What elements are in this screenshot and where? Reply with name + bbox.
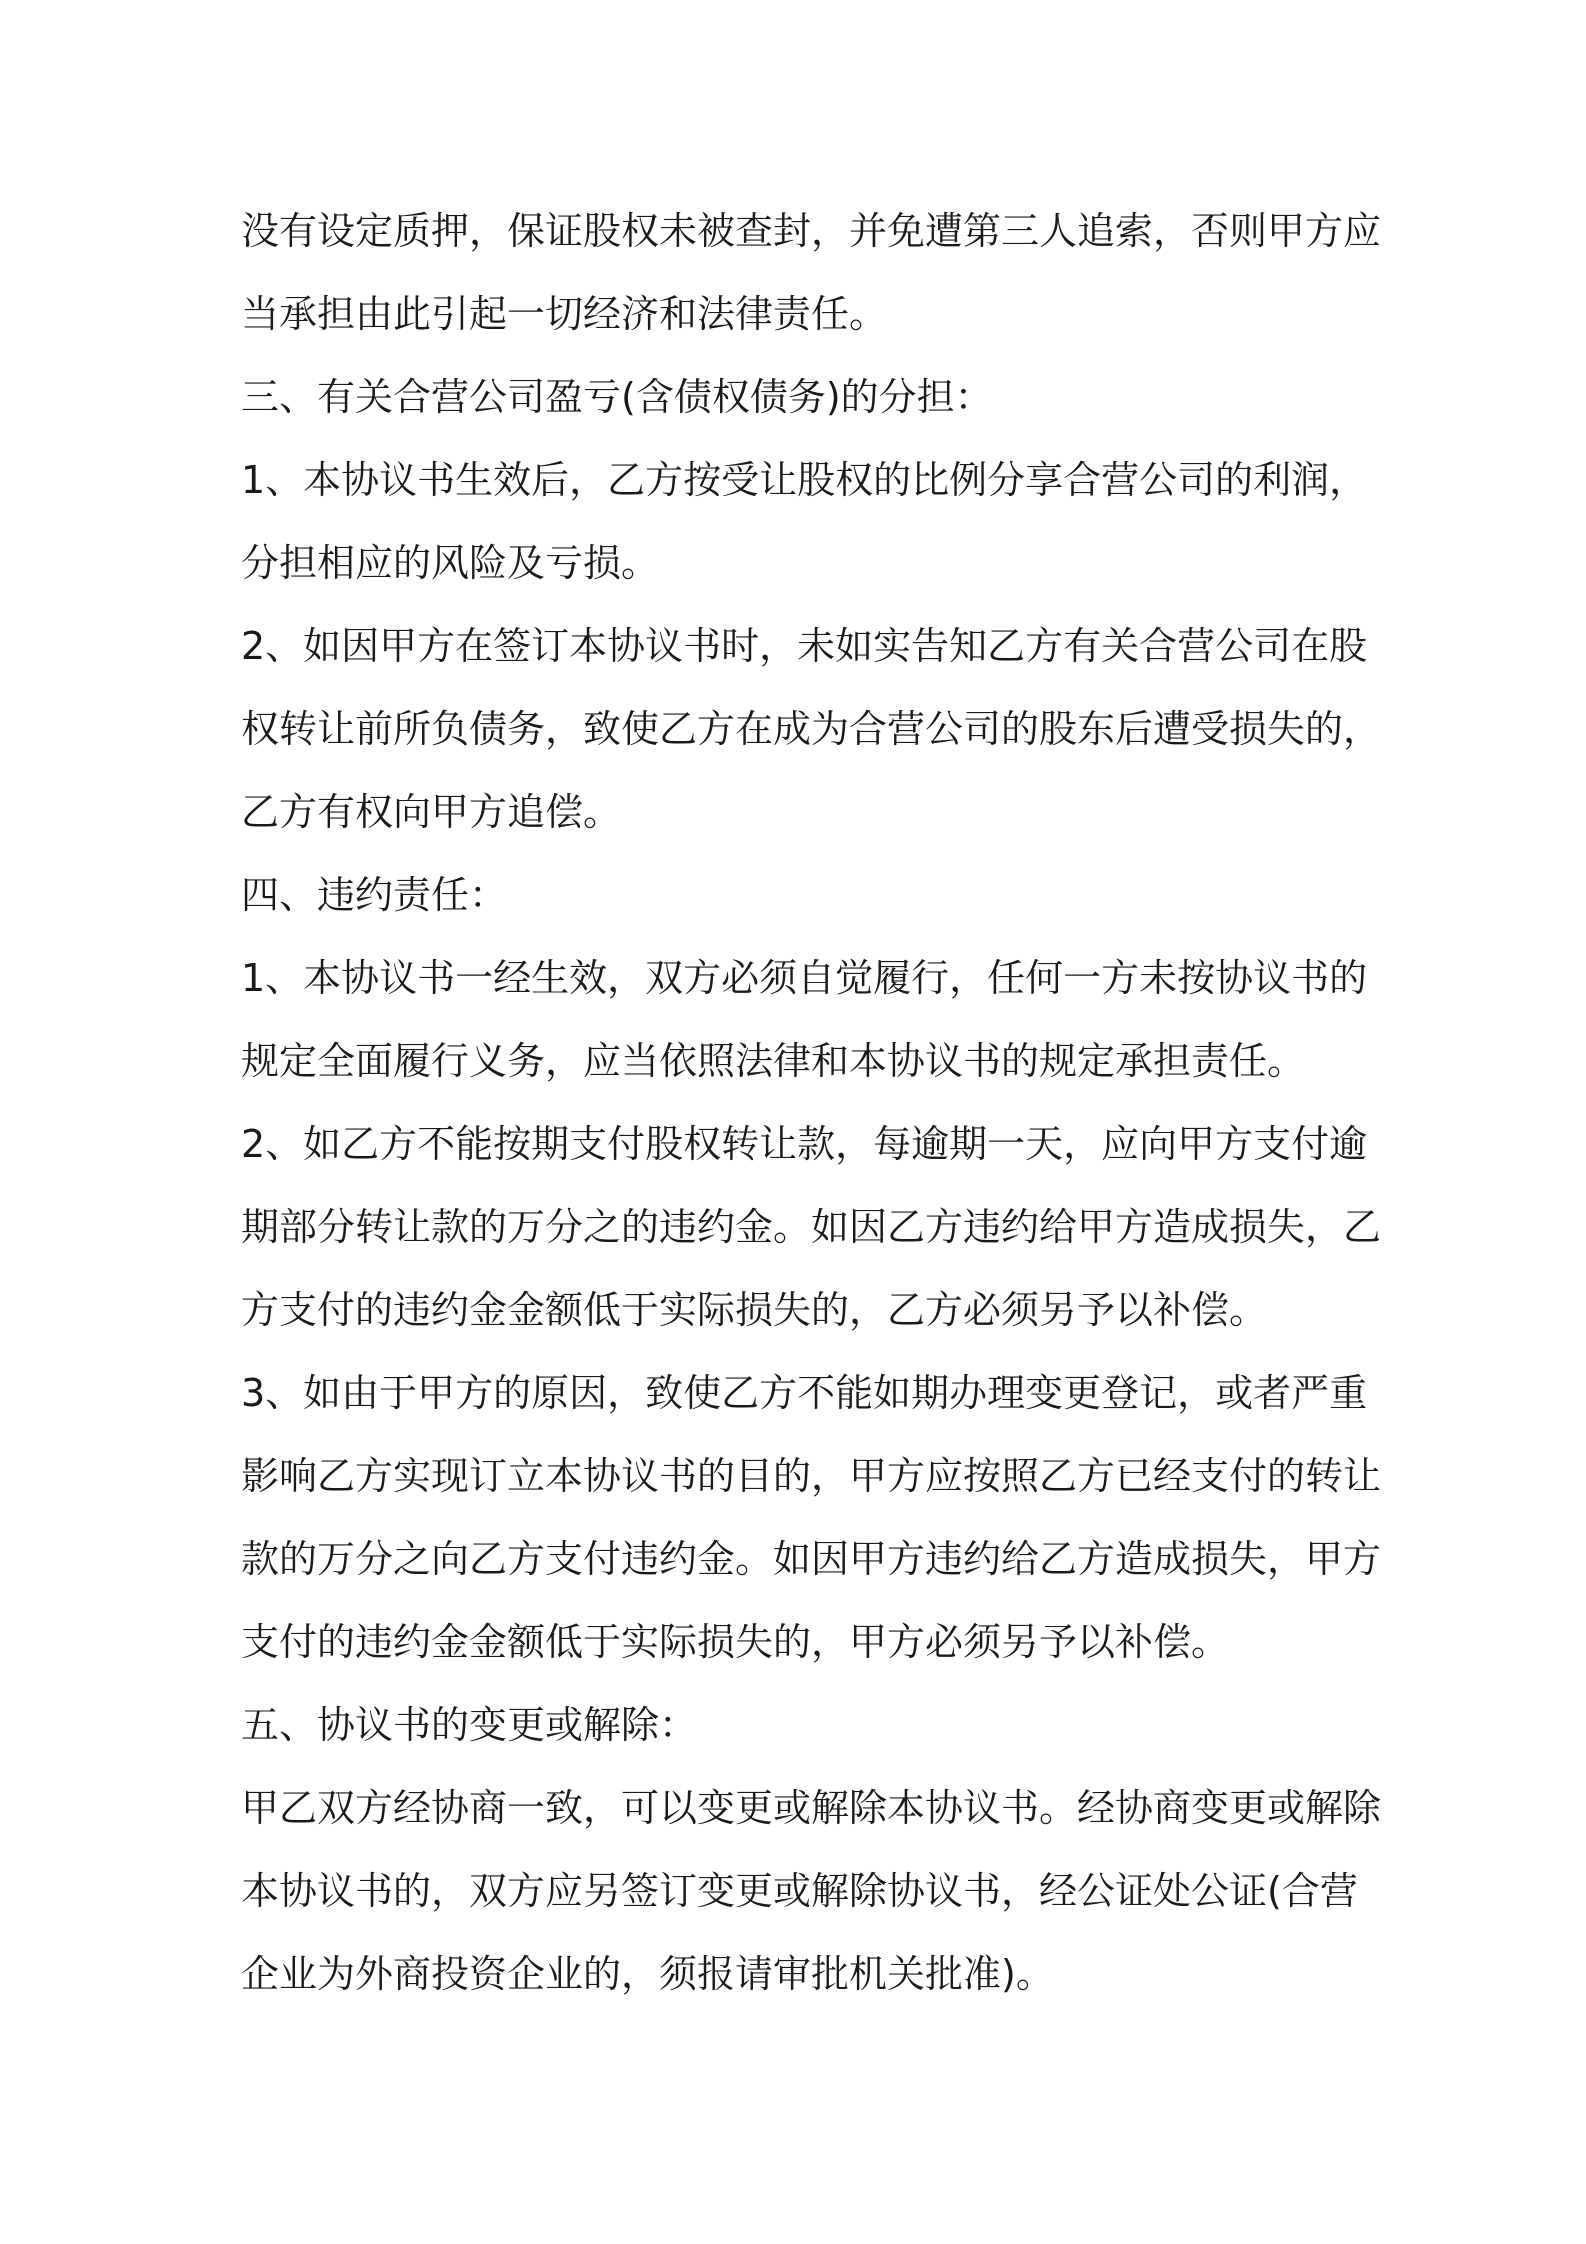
paragraph-line: 影响乙方实现订立本协议书的目的，甲方应按照乙方已经支付的转让 [241, 1454, 1382, 1498]
paragraph-line: 款的万分之向乙方支付违约金。如因甲方违约给乙方造成损失，甲方 [241, 1537, 1382, 1581]
paragraph-line: 1、本协议书生效后，乙方按受让股权的比例分享合营公司的利润， [241, 458, 1368, 502]
section-heading: 三、有关合营公司盈亏(含债权债务)的分担： [241, 375, 993, 419]
paragraph-line: 乙方有权向甲方追偿。 [241, 790, 622, 834]
paragraph-line: 甲乙双方经协商一致，可以变更或解除本协议书。经协商变更或解除 [241, 1786, 1382, 1830]
paragraph-line: 企业为外商投资企业的，须报请审批机关批准)。 [241, 1952, 1054, 1996]
document-page [241, 198, 1382, 2024]
paragraph-line: 支付的违约金金额低于实际损失的，甲方必须另予以补偿。 [241, 1620, 1230, 1664]
paragraph-line: 规定全面履行义务，应当依照法律和本协议书的规定承担责任。 [241, 1039, 1306, 1083]
paragraph-line: 2、如因甲方在签订本协议书时，未如实告知乙方有关合营公司在股 [241, 624, 1368, 668]
paragraph-line: 当承担由此引起一切经济和法律责任。 [241, 292, 888, 336]
paragraph-line: 分担相应的风险及亏损。 [241, 541, 660, 585]
paragraph-line: 权转让前所负债务，致使乙方在成为合营公司的股东后遭受损失的， [241, 707, 1382, 751]
paragraph-line: 方支付的违约金金额低于实际损失的，乙方必须另予以补偿。 [241, 1288, 1268, 1332]
paragraph-line: 没有设定质押，保证股权未被查封，并免遭第三人追索，否则甲方应 [241, 209, 1382, 253]
section-heading: 四、违约责任： [241, 873, 508, 917]
paragraph-line: 2、如乙方不能按期支付股权转让款，每逾期一天，应向甲方支付逾 [241, 1122, 1368, 1166]
paragraph-line: 1、本协议书一经生效，双方必须自觉履行，任何一方未按协议书的 [241, 956, 1368, 1000]
paragraph-line: 本协议书的，双方应另签订变更或解除协议书，经公证处公证(合营 [241, 1869, 1358, 1913]
section-heading: 五、协议书的变更或解除： [241, 1703, 698, 1747]
paragraph-line: 3、如由于甲方的原因，致使乙方不能如期办理变更登记，或者严重 [241, 1371, 1368, 1415]
paragraph-line: 期部分转让款的万分之的违约金。如因乙方违约给甲方造成损失，乙 [241, 1205, 1382, 1249]
